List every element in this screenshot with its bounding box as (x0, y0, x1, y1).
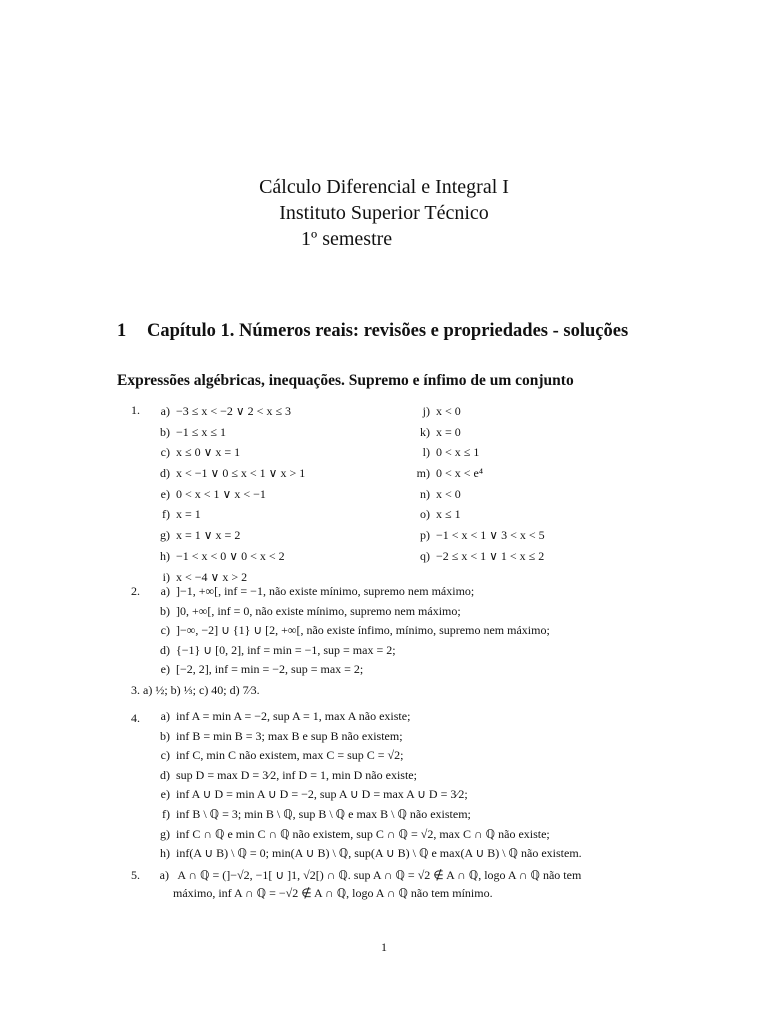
list-item: a) inf A = min A = −2, sup A = 1, max A não existe; (160, 709, 411, 723)
list-item: f) x = 1 (162, 507, 201, 522)
list-item: d) sup D = max D = 3⁄2, inf D = 1, min D não existe; (160, 767, 417, 782)
list-item: e) inf A ∪ D = min A ∪ D = −2, sup A ∪ D = max A ∪ D = 3⁄2; (160, 787, 468, 802)
problem-5 (155, 866, 665, 902)
list-item: c) x ≤ 0 ∨ x = 1 (160, 445, 241, 460)
list-item: n) x < 0 (420, 486, 461, 501)
problem-5-line-1: a) A ∩ ℚ = (]−√2, −1[ ∪ ]1, √2[) ∩ ℚ. sup A ∩ ℚ = √2 ∉ A ∩ ℚ, logo A ∩ ℚ não tem (159, 868, 582, 882)
title-block (0, 174, 768, 252)
list-item: d) {−1} ∪ [0, 2], inf = min = −1, sup = max = 2; (160, 642, 396, 657)
problem-2-number: 2. (131, 584, 140, 598)
list-item: i) x < −4 ∨ x > 2 (162, 569, 248, 584)
list-item: h) −1 < x < 0 ∨ 0 < x < 2 (160, 548, 285, 563)
section-heading: Expressões algébricas, inequações. Supremo e ínfimo de um conjunto (117, 372, 574, 389)
problem-3: 3. a) ½; b) ⅓; c) 40; d) 7⁄3. (131, 683, 260, 697)
list-item: p) −1 < x < 1 ∨ 3 < x < 5 (420, 528, 545, 543)
list-item: d) x < −1 ∨ 0 ≤ x < 1 ∨ x > 1 (160, 466, 306, 481)
problem-5-number: 5. (131, 868, 140, 882)
list-item: c) inf C, min C não existem, max C = sup C = √2; (160, 748, 404, 763)
list-item: h) inf(A ∪ B) \ ℚ = 0; min(A ∪ B) \ ℚ, sup(A ∪ B) \ ℚ e max(A ∪ B) \ ℚ não existem. (160, 846, 582, 861)
chapter-heading (117, 320, 677, 342)
problem-4-list (150, 707, 582, 864)
list-item: q) −2 ≤ x < 1 ∨ 1 < x ≤ 2 (420, 548, 545, 563)
list-item: l) 0 < x ≤ 1 (422, 445, 480, 460)
list-item: f) inf B \ ℚ = 3; min B \ ℚ, sup B \ ℚ e max B \ ℚ não existem; (162, 806, 471, 821)
chapter-title: Capítulo 1. Números reais: revisões e propriedades - soluções (147, 321, 629, 341)
problem-1-right-column (410, 401, 545, 567)
list-item: b) ]0, +∞[, inf = 0, não existe mínimo, supremo nem máximo; (160, 603, 461, 618)
list-item: m) 0 < x < e⁴ (416, 466, 484, 481)
list-item: b) inf B = min B = 3; max B e sup B não existem; (160, 728, 403, 743)
list-item: k) x = 0 (420, 424, 461, 439)
semester: 1º semestre (301, 228, 393, 250)
list-item: e) 0 < x < 1 ∨ x < −1 (160, 486, 266, 501)
problem-5-line-2: máximo, inf A ∩ ℚ = −√2 ∉ A ∩ ℚ, logo A ∩ ℚ não tem mínimo. (173, 886, 493, 900)
list-item: a) −3 ≤ x < −2 ∨ 2 < x ≤ 3 (160, 404, 292, 418)
list-item: e) [−2, 2], inf = min = −2, sup = max = 2; (160, 662, 364, 677)
institution: Instituto Superior Técnico (279, 202, 489, 224)
page-number: 1 (381, 940, 387, 954)
list-item: o) x ≤ 1 (420, 507, 461, 522)
problem-1-number: 1. (131, 403, 140, 417)
chapter-number: 1 (117, 321, 127, 341)
problem-2-list (150, 582, 550, 680)
course-title: Cálculo Diferencial e Integral I (259, 176, 509, 198)
problem-4-number: 4. (131, 711, 140, 725)
list-item: g) inf C ∩ ℚ e min C ∩ ℚ não existem, sup C ∩ ℚ = √2, max C ∩ ℚ não existe; (160, 826, 550, 841)
list-item: c) ]−∞, −2] ∪ {1} ∪ [2, +∞[, não existe ínfimo, mínimo, supremo nem máximo; (160, 623, 550, 638)
list-item: j) x < 0 (422, 404, 461, 418)
list-item: g) x = 1 ∨ x = 2 (160, 528, 241, 543)
list-item: b) −1 ≤ x ≤ 1 (160, 424, 226, 439)
list-item: a) ]−1, +∞[, inf = −1, não existe mínimo, supremo nem máximo; (160, 584, 475, 598)
problem-1-left-column (150, 401, 305, 587)
